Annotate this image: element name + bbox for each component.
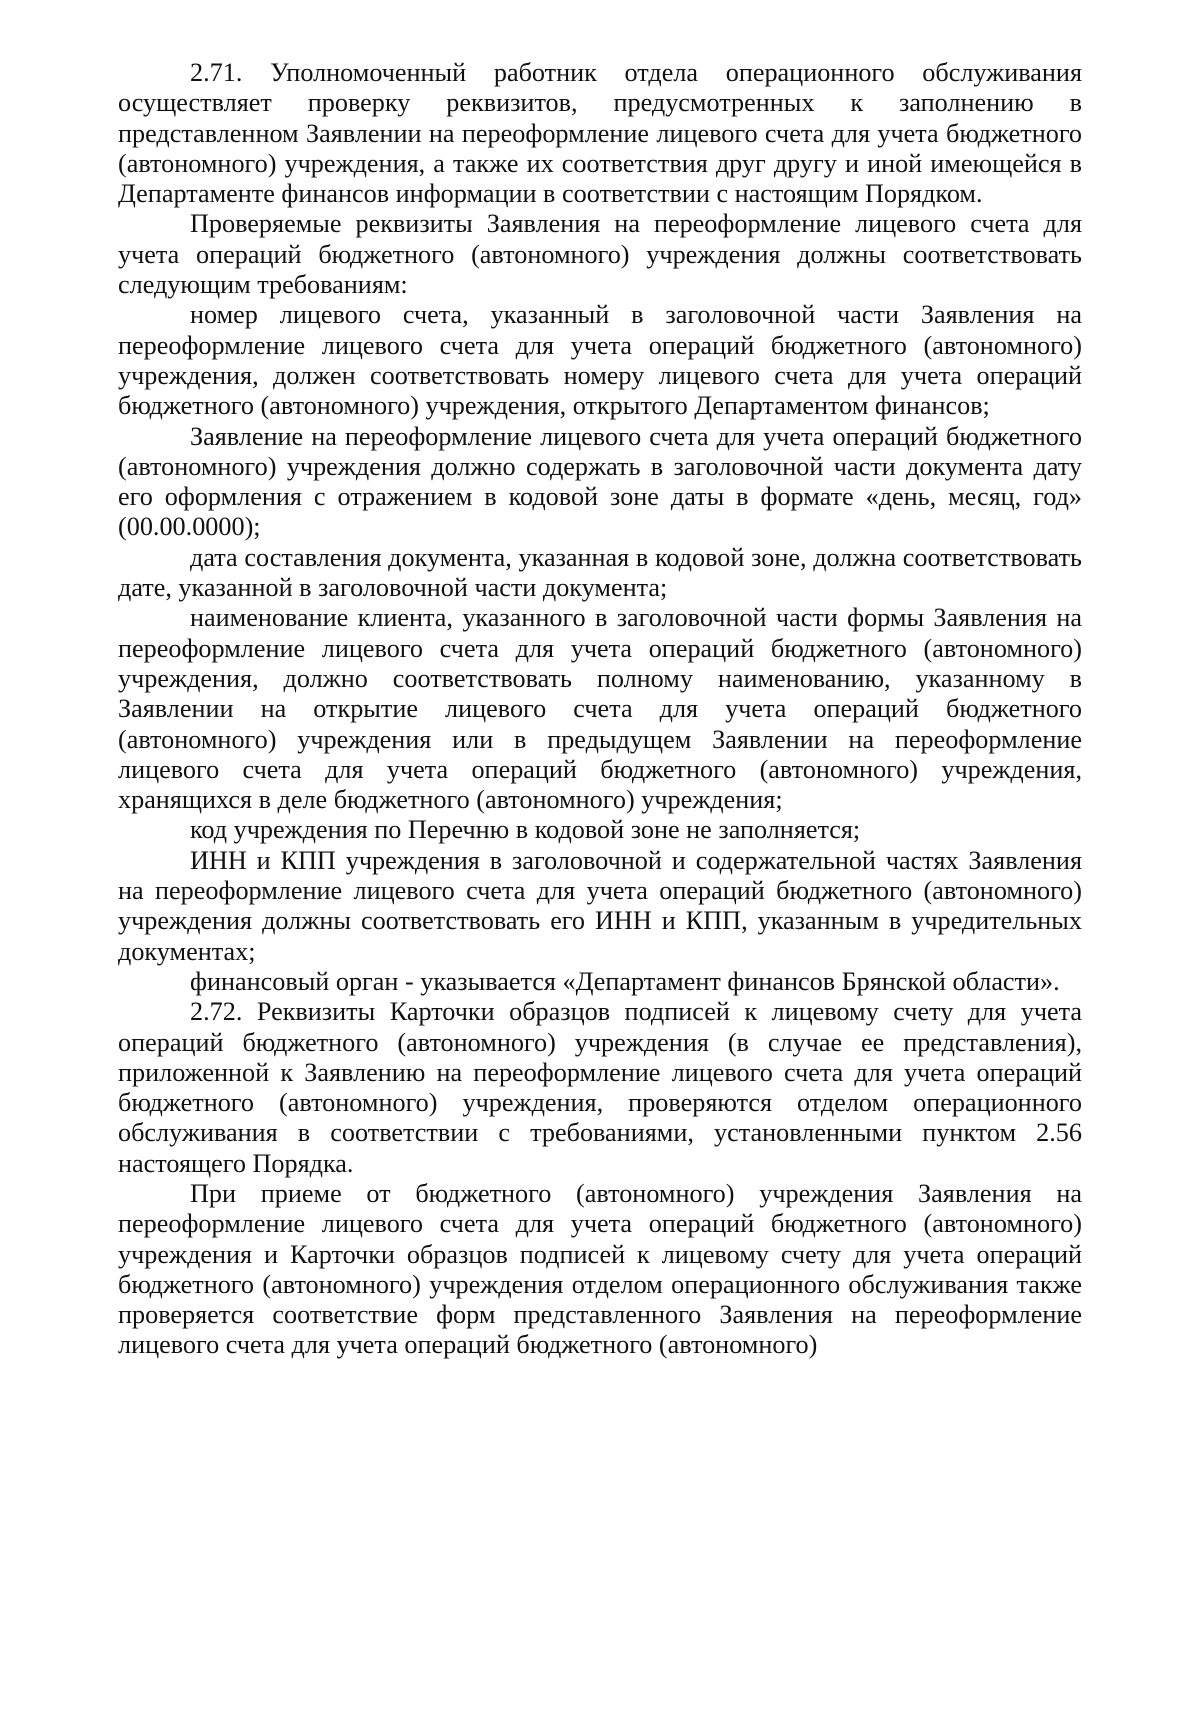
document-page xyxy=(118,58,1082,1361)
paragraph-compilation-date: дата составления документа, указанная в кодовой зоне, должна соответствовать дате, указанной в заголовочной части документа; xyxy=(118,542,1082,603)
paragraph-2-72: 2.72. Реквизиты Карточки образцов подписей к лицевому счету для учета операций бюджетного (автономного) учреждения (в случае ее представления), приложенной к Заявлению на переоформление лицевого счета для учета операций бюджетного (автономного) учреждения, проверяются отделом операционного обслуживания в соответствии с требованиями, установленными пунктом 2.56 настоящего Порядка. xyxy=(118,997,1082,1178)
paragraph-checked-requisites: Проверяемые реквизиты Заявления на переоформление лицевого счета для учета операций бюджетного (автономного) учреждения должны соответствовать следующим требованиям: xyxy=(118,209,1082,300)
paragraph-inn-kpp: ИНН и КПП учреждения в заголовочной и содержательной частях Заявления на переоформление лицевого счета для учета операций бюджетного (автономного) учреждения должны соответствовать его ИНН и КПП, указанным в учредительных документах; xyxy=(118,845,1082,966)
paragraph-document-date: Заявление на переоформление лицевого счета для учета операций бюджетного (автономного) учреждения должно содержать в заголовочной части документа дату его оформления с отражением в кодовой зоне даты в формате «день, месяц, год» (00.00.0000); xyxy=(118,421,1082,542)
paragraph-2-71: 2.71. Уполномоченный работник отдела операционного обслуживания осуществляет проверку реквизитов, предусмотренных к заполнению в представленном Заявлении на переоформление лицевого счета для учета бюджетного (автономного) учреждения, а также их соответствия друг другу и иной имеющейся в Департаменте финансов информации в соответствии с настоящим Порядком. xyxy=(118,58,1082,209)
paragraph-client-name: наименование клиента, указанного в заголовочной части формы Заявления на переоформление лицевого счета для учета операций бюджетного (автономного) учреждения, должно соответствовать полному наименованию, указанному в Заявлении на открытие лицевого счета для учета операций бюджетного (автономного) учреждения или в предыдущем Заявлении на переоформление лицевого счета для учета операций бюджетного (автономного) учреждения, хранящихся в деле бюджетного (автономного) учреждения; xyxy=(118,603,1082,815)
paragraph-financial-body: финансовый орган - указывается «Департамент финансов Брянской области». xyxy=(190,966,1060,996)
paragraph-account-number: номер лицевого счета, указанный в заголовочной части Заявления на переоформление лицевого счета для учета операций бюджетного (автономного) учреждения, должен соответствовать номеру лицевого счета для учета операций бюджетного (автономного) учреждения, открытого Департаментом финансов; xyxy=(118,300,1082,421)
paragraph-acceptance-check: При приеме от бюджетного (автономного) учреждения Заявления на переоформление лицевого счета для учета операций бюджетного (автономного) учреждения и Карточки образцов подписей к лицевому счету для учета операций бюджетного (автономного) учреждения отделом операционного обслуживания также проверяется соответствие форм представленного Заявления на переоформление лицевого счета для учета операций бюджетного (автономного) xyxy=(118,1178,1082,1360)
paragraph-institution-code: код учреждения по Перечню в кодовой зоне не заполняется; xyxy=(190,815,861,845)
